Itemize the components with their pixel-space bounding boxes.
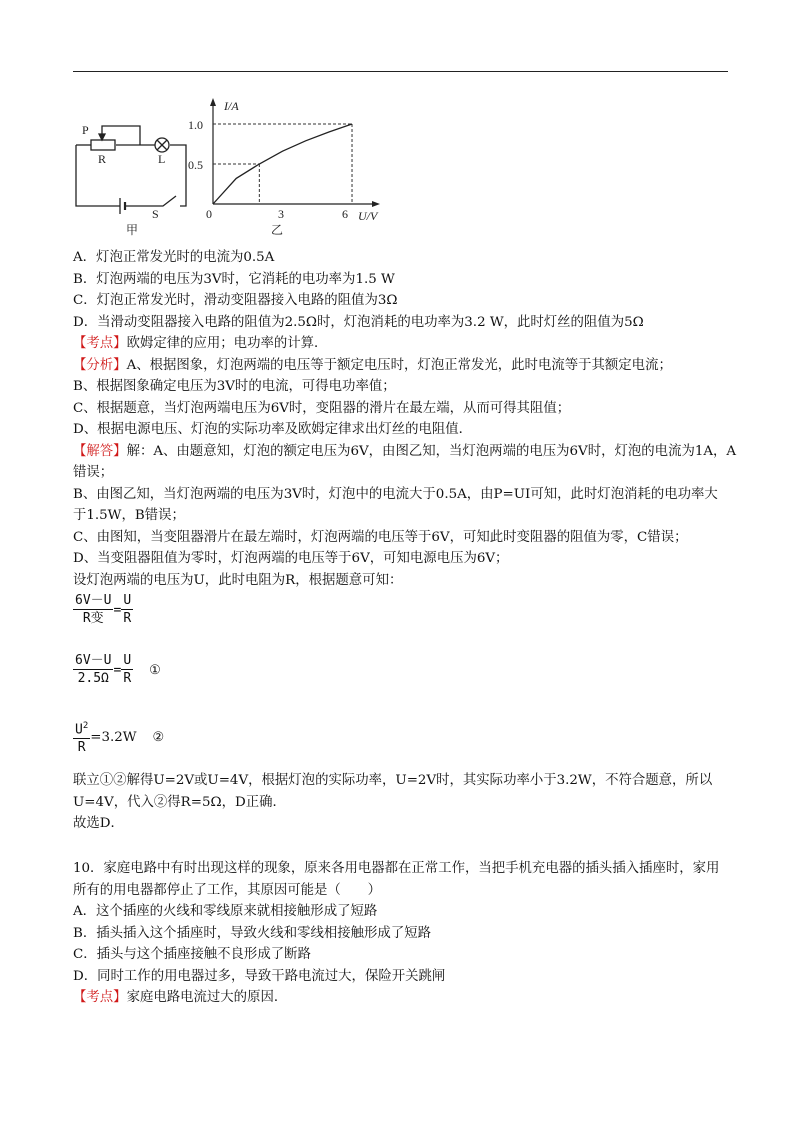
eq2-lhs-fraction — [73, 652, 113, 688]
q10-kaodian-text: 家庭电路电流过大的原因． — [126, 990, 288, 1005]
jieda-line: B、由图乙知，当灯泡两端的电压为3V时，灯泡中的电流大于0.5A，由P=UI可知，此时灯泡消耗的电功率大 — [73, 486, 718, 502]
answer-line: 故选D． — [73, 816, 124, 831]
q9-conclusion — [73, 770, 733, 835]
eq1-denominator: R变 — [82, 611, 104, 626]
conclusion-line: 联立①②解得U=2V或U=4V，根据灯泡的实际功率，U=2V时，其实际功率小于3.2W，不符合题意，所以 — [73, 773, 713, 788]
eq1-equals: = — [113, 602, 122, 618]
q10-kaodian — [73, 987, 733, 1009]
x-tick-0: 0 — [206, 207, 212, 221]
x-axis-arrow — [372, 201, 380, 207]
q10-stem-line: 10．家庭电路中有时出现这样的现象，原来各用电器都在正常工作，当把手机充电器的插头插入插座时，家用 — [73, 861, 720, 876]
rheostat-symbol — [91, 140, 115, 150]
q9-option-d: D．当滑动变阻器接入电路的阻值为2.5Ω时，灯泡消耗的电功率为3.2 W，此时灯丝的阻值为5Ω — [73, 314, 644, 330]
x-tick-3: 3 — [278, 207, 284, 221]
question-10 — [73, 858, 733, 1009]
q10-option-d: D．同时工作的用电器过多，导致干路电流过大，保险开关跳闸 — [73, 968, 446, 984]
circuit-wire-switch — [125, 196, 176, 206]
y-axis-label: I/A — [224, 99, 239, 113]
eq3-lhs-fraction — [73, 718, 90, 757]
q10-kaodian-tag: 【考点】 — [73, 990, 127, 1005]
eq3-numerator-base: U — [75, 722, 83, 738]
graph-guide-lines — [213, 124, 352, 204]
figure-svg — [68, 96, 388, 241]
header-rule — [73, 71, 728, 72]
eq2-denominator: 2.5Ω — [77, 671, 109, 686]
fenxi-line: A、根据图象，灯泡两端的电压等于额定电压时，灯泡正常发光，此时电流等于其额定电流； — [126, 357, 672, 373]
eq3-rhs: =3.2W — [90, 730, 137, 746]
equation-1 — [73, 592, 133, 628]
q10-option-b: B．插头插入这个插座时，导致火线和零线相接触形成了短路 — [73, 925, 431, 941]
slider-arrow — [99, 134, 105, 140]
slider-wire — [102, 126, 140, 145]
q9-fenxi — [73, 355, 733, 377]
fenxi-tag: 【分析】 — [73, 357, 127, 373]
jieda-line: 错误； — [73, 465, 114, 480]
q9-kaodian — [73, 333, 733, 355]
circuit-wire-right — [170, 145, 186, 206]
q9-jieda — [73, 441, 737, 463]
jieda-line: C、由图知，当变阻器滑片在最左端时，灯泡两端的电压等于6V，可知此时变阻器的阻值为零，C错误； — [73, 529, 688, 545]
eq1-rhs-fraction — [121, 592, 133, 628]
fenxi-line: C、根据题意，当灯泡两端电压为6V时，变阻器的滑片在最左端，从而可得其阻值； — [73, 400, 571, 416]
eq2-numerator: 6V－U — [75, 653, 112, 668]
x-axis-label: U/V — [358, 209, 378, 223]
x-tick-6: 6 — [342, 207, 348, 221]
iu-graph — [188, 98, 380, 237]
eq1-lhs-fraction — [73, 592, 113, 628]
q10-option-a: A．这个插座的火线和零线原来就相接触形成了短路 — [73, 904, 378, 919]
circuit-diagram — [76, 126, 186, 214]
y-tick-1: 1.0 — [188, 118, 203, 132]
eq1-rhs-numerator: U — [123, 593, 132, 608]
q9-option-b: B．灯泡两端的电压为3V时，它消耗的电功率为1.5 W — [73, 271, 395, 287]
kaodian-tag: 【考点】 — [73, 336, 127, 351]
eq2-rhs-denominator: R — [123, 671, 132, 686]
q10-option-c: C．插头与这个插座接触不良形成了断路 — [73, 947, 311, 962]
circuit-label-s: S — [152, 207, 159, 221]
equation-2 — [73, 652, 161, 688]
y-tick-05: 0.5 — [188, 158, 203, 172]
q10-stem-line: 所有的用电器都停止了工作，其原因可能是（ ） — [73, 882, 381, 898]
conclusion-line: U=4V，代入②得R=5Ω，D正确． — [73, 794, 286, 810]
eq2-mark: ① — [149, 662, 161, 678]
circuit-label-r: R — [98, 152, 107, 166]
jieda-tag: 【解答】 — [73, 443, 127, 459]
eq3-denominator: R — [77, 740, 86, 756]
jieda-line: 于1.5W，B错误； — [73, 508, 185, 523]
jieda-line: D、当变阻器阻值为零时，灯泡两端的电压等于6V，可知电源电压为6V； — [73, 551, 509, 566]
eq2-equals: = — [113, 662, 122, 678]
eq1-numerator: 6V－U — [75, 593, 112, 608]
jieda-line: 解：A、由题意知，灯泡的额定电压为6V，由图乙知，当灯泡两端的电压为6V时，灯泡的电流为1A，A — [126, 443, 737, 459]
eq1-rhs-denominator: R — [123, 611, 132, 626]
eq3-numerator — [73, 718, 90, 739]
eq3-numerator-exponent: 2 — [82, 721, 89, 731]
eq3-mark: ② — [152, 730, 165, 746]
eq2-rhs-fraction — [121, 652, 133, 688]
graph-caption: 乙 — [271, 223, 284, 237]
fenxi-line: D、根据电源电压、灯泡的实际功率及欧姆定律求出灯丝的电阻值． — [73, 422, 473, 437]
q9-option-c: C．灯泡正常发光时，滑动变阻器接入电路的阻值为3Ω — [73, 293, 398, 308]
circuit-label-p: P — [82, 123, 89, 137]
fenxi-line: B、根据图象确定电压为3V时的电流，可得电功率值； — [73, 379, 396, 394]
y-axis-arrow — [210, 98, 216, 106]
equation-3 — [73, 718, 164, 757]
jieda-line: 设灯泡两端的电压为U，此时电阻为R，根据题意可知： — [73, 572, 403, 588]
question-figure — [68, 96, 388, 241]
kaodian-text: 欧姆定律的应用；电功率的计算． — [126, 336, 328, 351]
circuit-caption: 甲 — [126, 223, 139, 237]
circuit-label-l: L — [158, 152, 166, 166]
q9-option-a: A．灯泡正常发光时的电流为0.5A — [73, 250, 275, 265]
eq2-rhs-numerator: U — [123, 653, 132, 668]
question-9-body — [73, 247, 737, 591]
